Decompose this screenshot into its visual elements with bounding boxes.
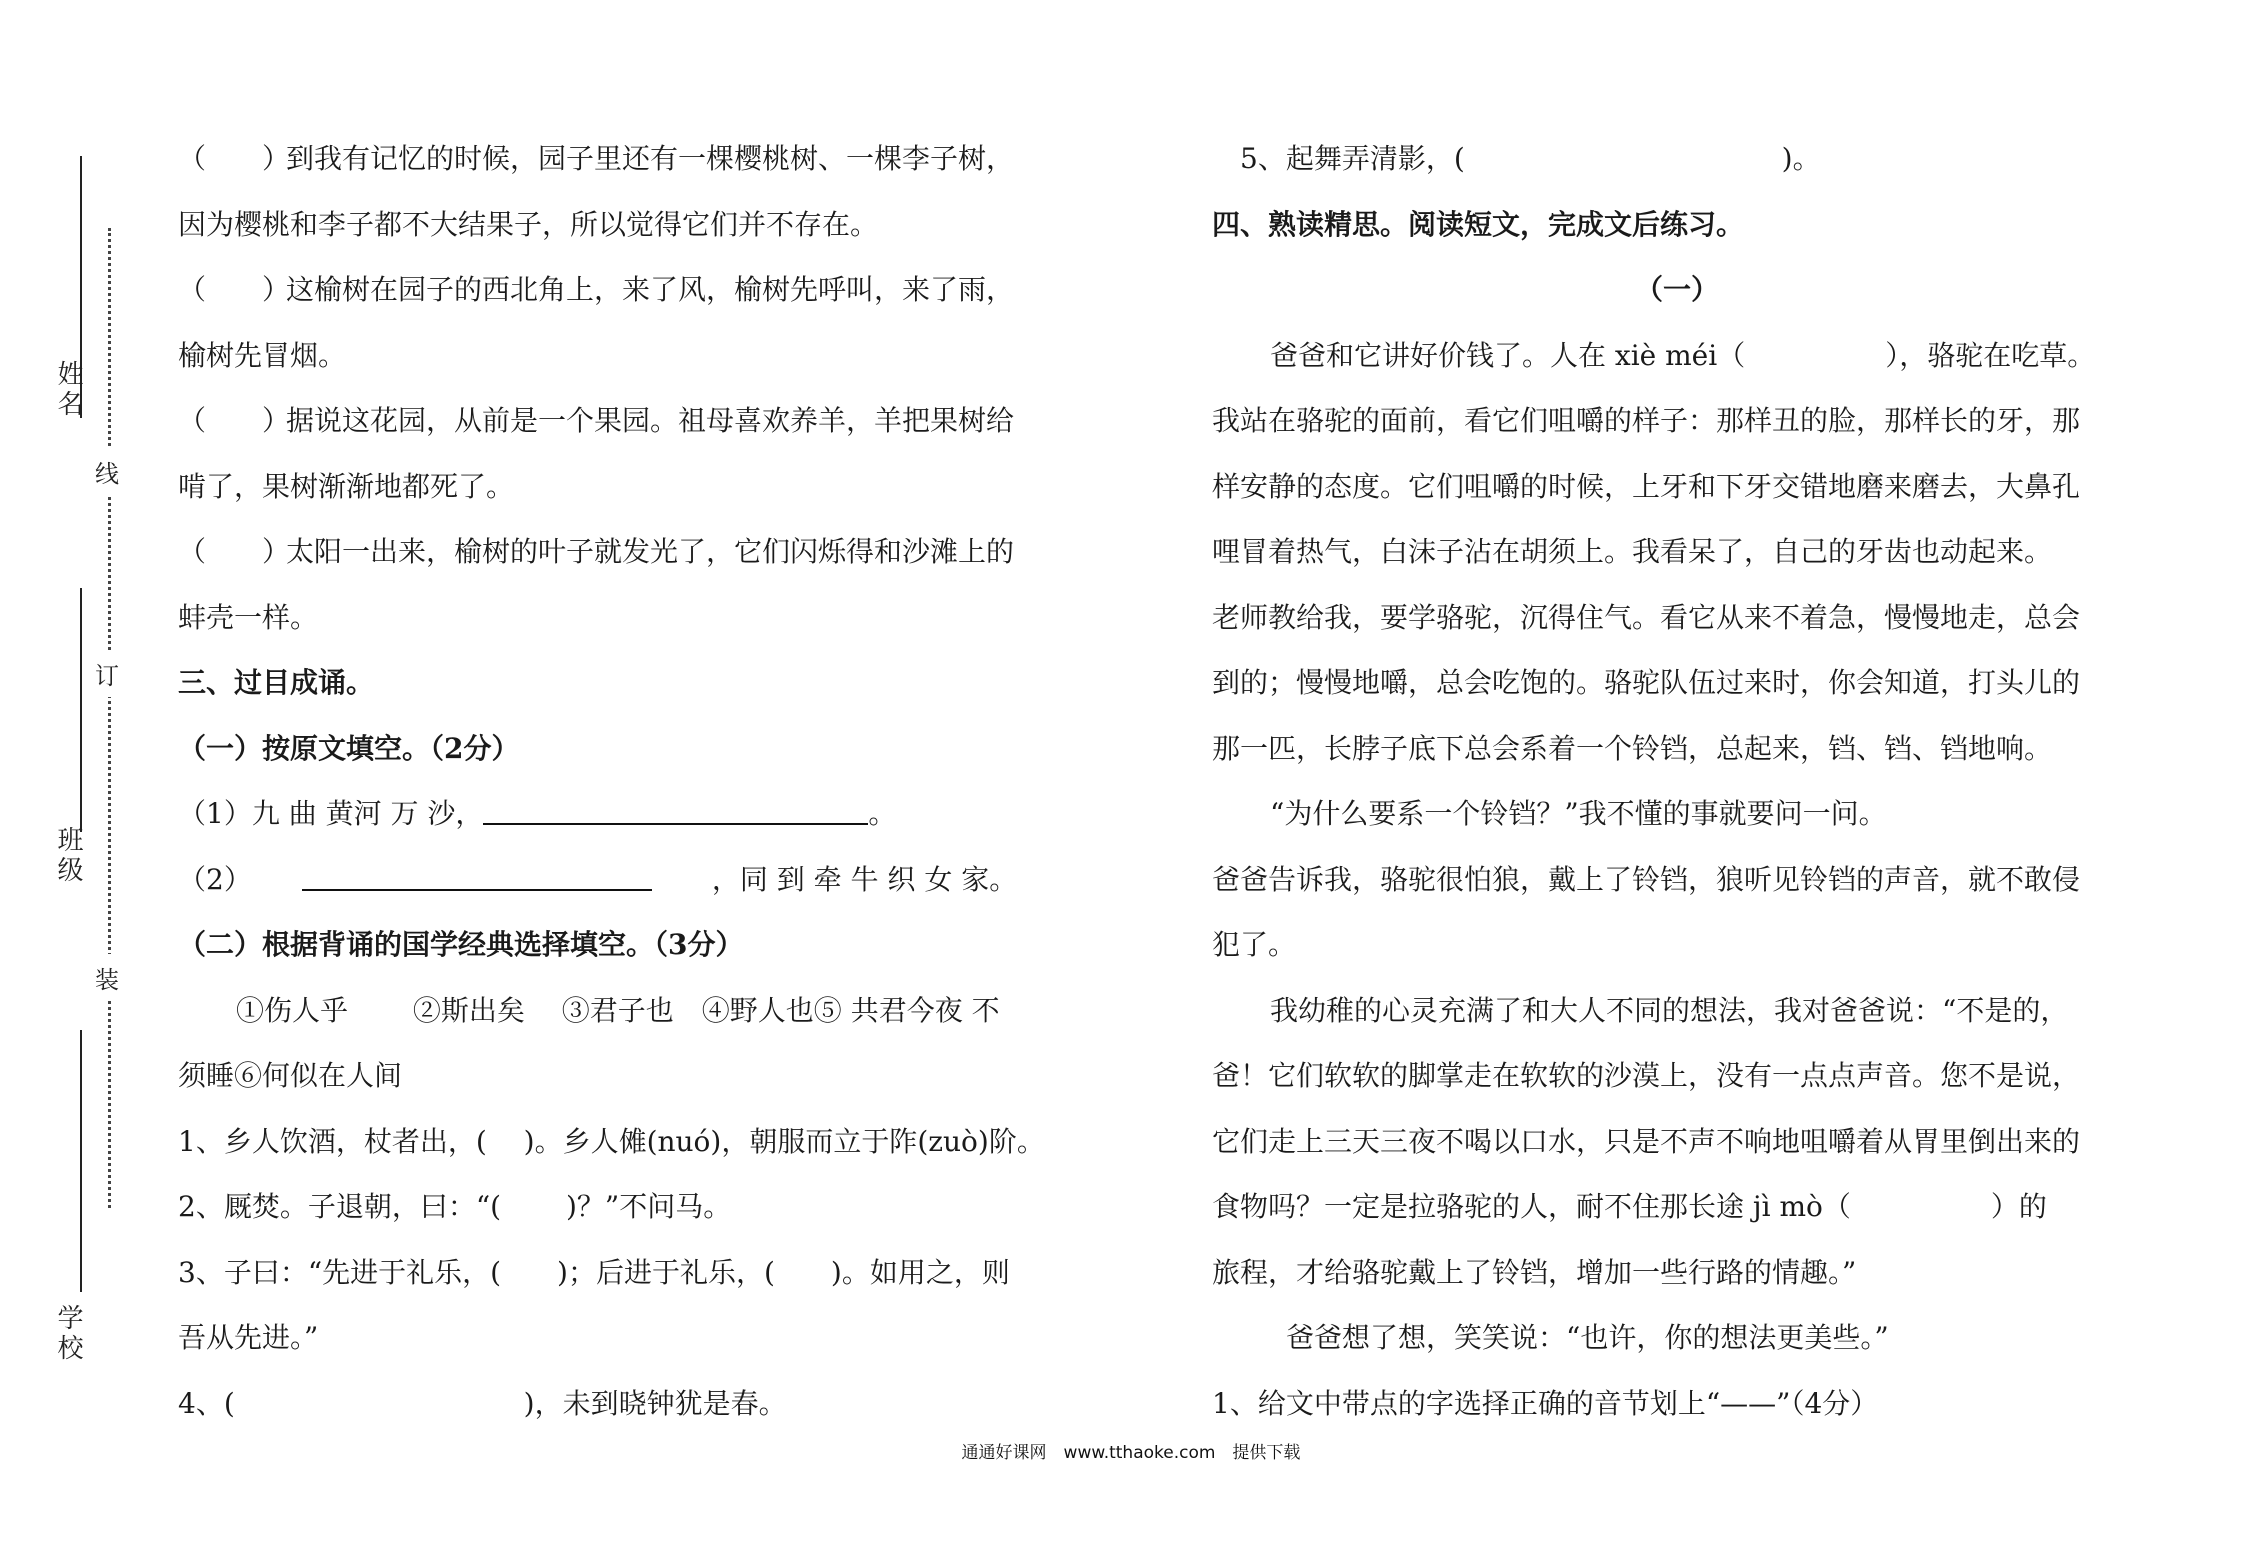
- passage-line: 那一匹，长脖子底下总会系着一个铃铛，总起来，铛、铛、铛地响。: [1212, 731, 2053, 765]
- answer-paren[interactable]: （ ）: [178, 404, 291, 437]
- exercise-question-1: 1、给文中带点的字选择正确的音节划上“——”（4分）: [1212, 1386, 1879, 1420]
- options-line: ①伤人乎 ②斯出矣 ③君子也 ④野人也⑤ 共君今夜 不: [236, 993, 1000, 1027]
- classic-item-1: 1、乡人饮酒，杖者出，( )。乡人傩(nuó)，朝服而立于阼(zuò)阶。: [178, 1124, 1045, 1158]
- passage-line: “为什么要系一个铃铛？”我不懂的事就要问一问。: [1270, 797, 1887, 830]
- answer-paren[interactable]: （ ）: [178, 535, 291, 568]
- passage-line: 我站在骆驼的面前，看它们咀嚼的样子：那样丑的脸，那样长的牙，那: [1212, 404, 2081, 437]
- question-text: （2）: [178, 862, 252, 896]
- binding-mark-bind: 装: [92, 954, 122, 1001]
- ordering-item-cont: 因为樱桃和李子都不大结果子，所以觉得它们并不存在。: [178, 207, 879, 241]
- passage-line: 哩冒着热气，白沫子沾在胡须上。我看呆了，自己的牙齿也动起来。: [1212, 535, 2053, 568]
- right-column: [1212, 126, 2142, 1436]
- ordering-item-cont: 蚌壳一样。: [178, 600, 319, 634]
- classic-item-3: 3、子曰：“先进于礼乐，( )；后进于礼乐，( )。如用之，则: [178, 1255, 1010, 1289]
- margin-rule: [80, 1030, 82, 1292]
- ordering-item: [178, 257, 1078, 323]
- answer-blank[interactable]: [302, 859, 652, 891]
- classic-item-2: 2、厩焚。子退朝，曰：“( )？”不问马。: [178, 1190, 732, 1223]
- binding-margin: [0, 0, 150, 1547]
- classic-item-3-cont: 吾从先进。”: [178, 1321, 319, 1354]
- question-text: （1）九 曲 黄河 万 沙，: [178, 797, 484, 830]
- classic-item-5: 5、起舞弄清影，( )。: [1240, 142, 1821, 175]
- passage-line: 我幼稚的心灵充满了和大人不同的想法，我对爸爸说：“不是的，: [1270, 993, 2069, 1027]
- answer-blank[interactable]: [483, 793, 868, 825]
- passage-line: 犯了。: [1212, 928, 1297, 961]
- ordering-text: 太阳一出来，榆树的叶子就发光了，它们闪烁得和沙滩上的: [286, 535, 1015, 568]
- passage-line: 老师教给我，要学骆驼，沉得住气。看它从来不着急，慢慢地走，总会: [1212, 600, 2081, 634]
- ordering-text: 这榆树在园子的西北角上，来了风，榆树先呼叫，来了雨，: [286, 273, 1015, 306]
- section-3-title: 三、过目成诵。: [178, 666, 375, 699]
- passage-line: 爸！它们软软的脚掌走在软软的沙漠上，没有一点点声音。您不是说，: [1212, 1059, 2081, 1092]
- passage-title: （一）: [1634, 273, 1719, 306]
- passage-line: 食物吗？一定是拉骆驼的人，耐不住那长途 jì mò（ ）的: [1212, 1190, 2047, 1223]
- section-3-1-title: （一）按原文填空。（2分）: [178, 731, 520, 765]
- ordering-text: 到我有记忆的时候，园子里还有一棵樱桃树、一棵李子树，: [286, 142, 1015, 175]
- passage-line: 旅程，才给骆驼戴上了铃铛，增加一些行路的情趣。”: [1212, 1255, 1857, 1289]
- options-line-cont: 须睡⑥何似在人间: [178, 1059, 403, 1092]
- passage-line: 爸爸和它讲好价钱了。人在 xiè méi（ ），骆驼在吃草。: [1270, 338, 2096, 372]
- left-column: [178, 126, 1078, 1436]
- fill-question-1: [178, 781, 1078, 847]
- classic-item-4: 4、( )，未到晓钟犹是春。: [178, 1386, 787, 1420]
- answer-paren[interactable]: （ ）: [178, 273, 291, 306]
- ordering-item: [178, 126, 1078, 192]
- binding-mark-staple: 订: [92, 650, 122, 697]
- section-3-2-title: （二）根据背诵的国学经典选择填空。（3分）: [178, 928, 744, 961]
- question-text: ，同 到 牵 牛 织 女 家。: [711, 862, 1018, 896]
- section-4-title: 四、熟读精思。阅读短文，完成文后练习。: [1212, 207, 1745, 241]
- margin-field-school: 学校: [53, 1304, 83, 1364]
- passage-line: 爸爸想了想，笑笑说：“也许，你的想法更美些。”: [1286, 1321, 1889, 1354]
- question-text: 。: [868, 797, 897, 830]
- passage-line: 到的；慢慢地嚼，总会吃饱的。骆驼队伍过来时，你会知道，打头儿的: [1212, 666, 2081, 699]
- margin-field-class: 班级: [53, 826, 83, 886]
- binding-mark-line: 线: [92, 448, 122, 495]
- ordering-item: [178, 519, 1078, 585]
- margin-rule: [80, 588, 82, 832]
- ordering-item-cont: 啃了，果树渐渐地都死了。: [178, 469, 515, 503]
- passage-line: 爸爸告诉我，骆驼很怕狼，戴上了铃铛，狼听见铃铛的声音，就不敢侵: [1212, 862, 2081, 896]
- fill-question-2: [178, 847, 1078, 913]
- binding-dotted-line: [108, 228, 111, 1208]
- ordering-item-cont: 榆树先冒烟。: [178, 338, 347, 372]
- answer-paren[interactable]: （ ）: [178, 142, 291, 175]
- ordering-item: [178, 388, 1078, 454]
- margin-field-name: 姓名: [53, 360, 83, 420]
- passage-line: 它们走上三天三夜不喝以口水，只是不声不响地咀嚼着从胃里倒出来的: [1212, 1124, 2081, 1158]
- page-footer: 通通好课网 www.tthaoke.com 提供下载: [961, 1443, 1301, 1463]
- passage-line: 样安静的态度。它们咀嚼的时候，上牙和下牙交错地磨来磨去，大鼻孔: [1212, 469, 2081, 503]
- ordering-text: 据说这花园，从前是一个果园。祖母喜欢养羊，羊把果树给: [286, 404, 1015, 437]
